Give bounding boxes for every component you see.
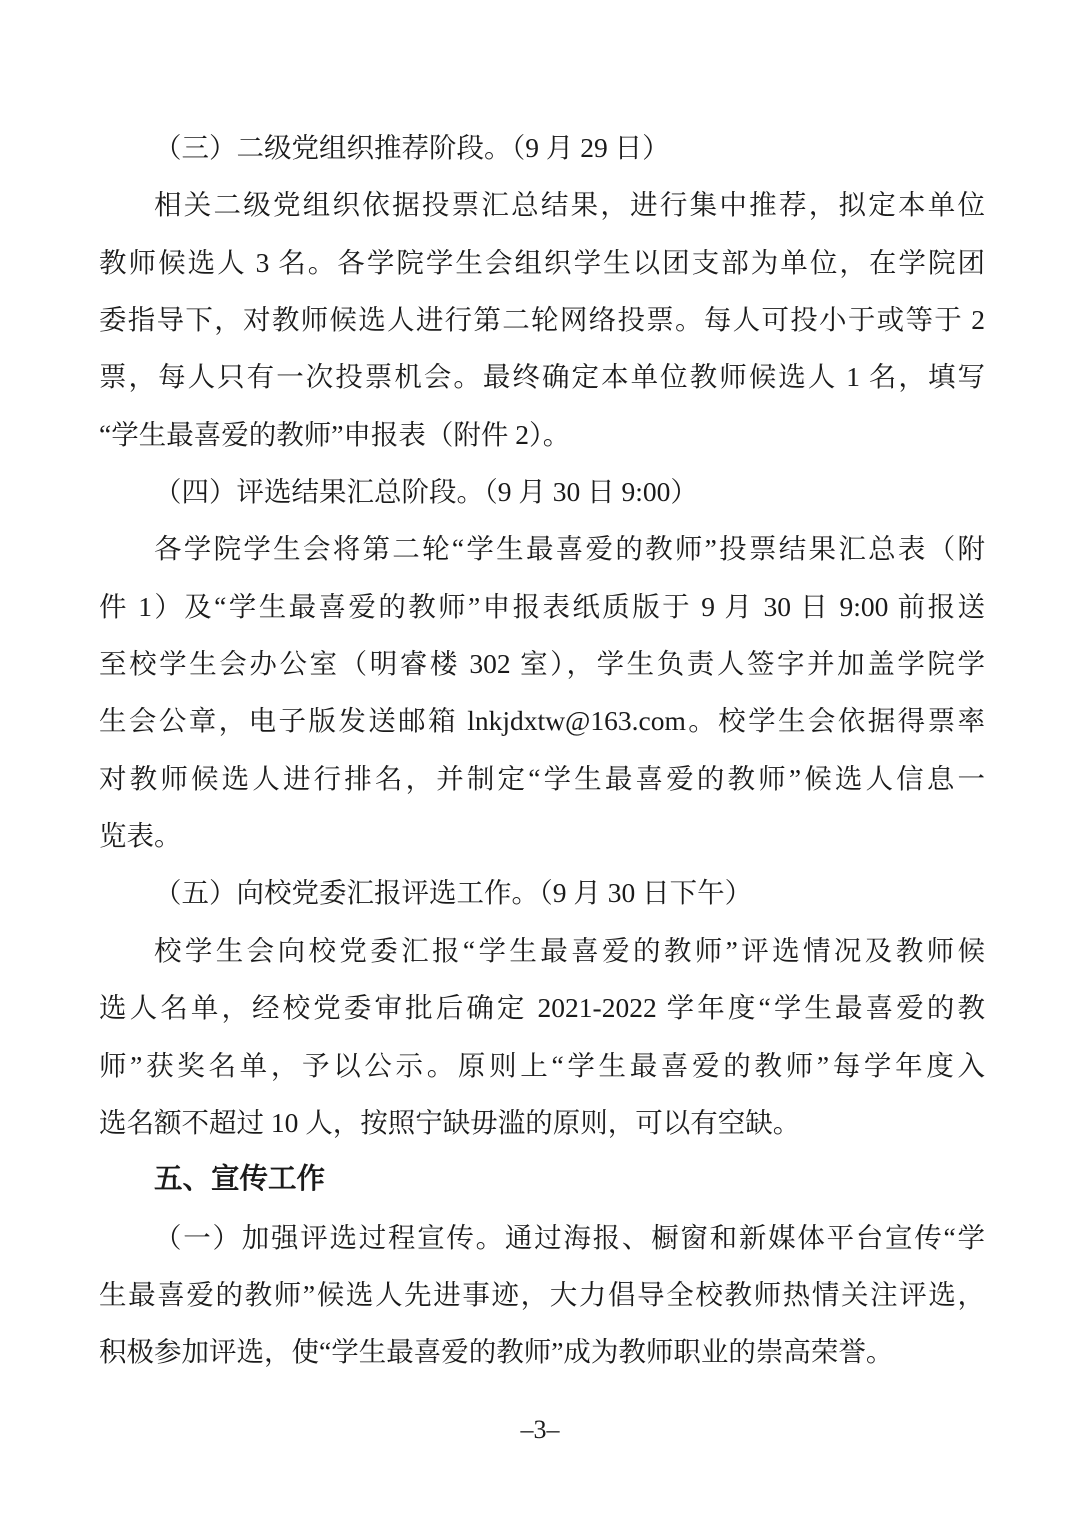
paragraph-recommendation-line-4: 票，每人只有一次投票机会。最终确定本单位教师候选人 1 名，填写: [99, 361, 985, 393]
paragraph-recommendation-line-3: 委指导下，对教师候选人进行第二轮网络投票。每人可投小于或等于 2: [99, 304, 985, 336]
paragraph-result-summary-line-1: 各学院学生会将第二轮“学生最喜爱的教师”投票结果汇总表（附: [154, 533, 985, 565]
page-number: –3–: [520, 1415, 560, 1444]
section-heading-3: （三）二级党组织推荐阶段。（9 月 29 日）: [154, 132, 670, 163]
paragraph-party-report-line-3: 师”获奖名单，予以公示。原则上“学生最喜爱的教师”每学年度入: [99, 1049, 985, 1081]
paragraph-party-report-line-4: 选名额不超过 10 人，按照宁缺毋滥的原则，可以有空缺。: [99, 1106, 801, 1138]
paragraph-recommendation-line-5: “学生最喜爱的教师”申报表（附件 2）。: [99, 418, 571, 450]
paragraph-party-report-line-1: 校学生会向校党委汇报“学生最喜爱的教师”评选情况及教师候: [154, 934, 985, 966]
paragraph-publicity-line-2: 生最喜爱的教师”候选人先进事迹，大力倡导全校教师热情关注评选，: [99, 1278, 985, 1310]
paragraph-result-summary-line-2: 件 1）及“学生最喜爱的教师”申报表纸质版于 9 月 30 日 9:00 前报送: [99, 590, 985, 622]
paragraph-result-summary-line-4: 生会公章，电子版发送邮箱 lnkjdxtw@163.com。校学生会依据得票率: [99, 705, 985, 737]
document-body: [99, 119, 985, 1381]
paragraph-result-summary-line-5: 对教师候选人进行排名，并制定“学生最喜爱的教师”候选人信息一: [99, 762, 985, 794]
paragraph-recommendation-line-2: 教师候选人 3 名。各学院学生会组织学生以团支部为单位，在学院团: [99, 246, 985, 278]
chapter-heading-publicity: 五、宣传工作: [154, 1163, 326, 1196]
paragraph-result-summary-line-3: 至校学生会办公室（明睿楼 302 室），学生负责人签字并加盖学院学: [99, 648, 985, 680]
paragraph-result-summary-line-6: 览表。: [99, 820, 182, 852]
paragraph-recommendation-line-1: 相关二级党组织依据投票汇总结果，进行集中推荐，拟定本单位: [154, 189, 985, 221]
section-heading-4: （四）评选结果汇总阶段。（9 月 30 日 9:00）: [154, 476, 698, 508]
paragraph-party-report-line-2: 选人名单，经校党委审批后确定 2021-2022 学年度“学生最喜爱的教: [99, 992, 985, 1024]
paragraph-publicity-line-3: 积极参加评选，使“学生最喜爱的教师”成为教师职业的崇高荣誉。: [99, 1336, 894, 1368]
paragraph-publicity-line-1: （一）加强评选过程宣传。通过海报、橱窗和新媒体平台宣传“学: [154, 1221, 985, 1253]
section-heading-5: （五）向校党委汇报评选工作。（9 月 30 日下午）: [154, 877, 753, 909]
